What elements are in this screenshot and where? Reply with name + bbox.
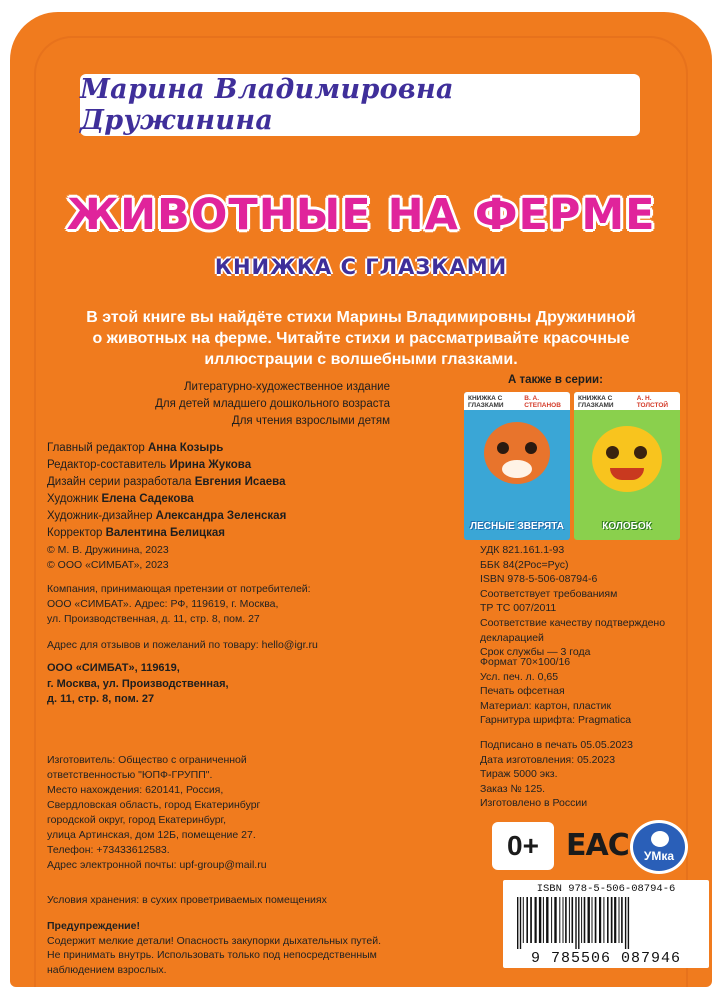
maker-line: Место нахождения: 620141, Россия, bbox=[47, 784, 224, 796]
edition-line: Для чтения взрослыми детям bbox=[231, 415, 390, 427]
publisher-line: д. 11, стр. 8, пом. 27 bbox=[47, 693, 155, 705]
catalog-line: ТР ТС 007/2011 bbox=[480, 602, 557, 615]
credit-row bbox=[47, 508, 467, 525]
barcode-bar bbox=[619, 897, 620, 943]
barcode-bar bbox=[628, 897, 629, 949]
book-subtitle bbox=[10, 255, 712, 279]
catalog-info bbox=[480, 543, 695, 660]
intro-line: иллюстрации с волшебными глазками. bbox=[204, 351, 518, 368]
fox-illustration bbox=[484, 422, 550, 484]
barcode-bar bbox=[614, 897, 616, 943]
copyright-block bbox=[47, 543, 467, 573]
intro-line: о животных на ферме. Читайте стихи и рассматривайте красочные bbox=[92, 330, 630, 347]
maker-line: Адрес электронной почты: upf-group@mail.ru bbox=[47, 859, 267, 871]
print-run-info bbox=[480, 738, 695, 811]
publisher-logo-text: УМка bbox=[643, 849, 675, 863]
barcode-bar bbox=[551, 897, 552, 943]
publisher-address bbox=[47, 661, 467, 708]
publisher-line: г. Москва, ул. Производственная, bbox=[47, 677, 229, 690]
credit-role: Редактор-составитель bbox=[47, 459, 167, 471]
credit-row bbox=[47, 474, 467, 491]
barcode-bar bbox=[588, 897, 590, 943]
barcode-bar bbox=[581, 897, 582, 943]
catalog-line: ББК 84(2Рос=Рус) bbox=[480, 558, 569, 571]
run-line: Подписано в печать 05.05.2023 bbox=[480, 739, 633, 751]
credit-row bbox=[47, 525, 467, 542]
book-title: ЖИВОТНЫЕ НА ФЕРМЕ bbox=[66, 190, 656, 240]
barcode-bar bbox=[578, 897, 579, 949]
barcode-bar bbox=[607, 897, 609, 943]
catalog-line: Срок службы — 3 года bbox=[480, 646, 591, 659]
intro-text bbox=[40, 307, 682, 370]
edition-info bbox=[40, 379, 390, 430]
run-line: Заказ № 125. bbox=[480, 782, 546, 795]
catalog-line: ISBN 978-5-506-08794-6 bbox=[480, 573, 598, 586]
credit-role: Художник bbox=[47, 493, 99, 505]
feedback-address: Адрес для отзывов и пожеланий по товару: hello@igr.ru bbox=[47, 639, 318, 651]
barcode-bar bbox=[621, 897, 623, 943]
subtitle-part2: С ГЛАЗКАМИ bbox=[340, 255, 508, 279]
barcode-bar bbox=[603, 897, 604, 943]
series-books bbox=[464, 392, 684, 540]
barcode-bar bbox=[546, 897, 548, 943]
intro-line: В этой книге вы найдёте стихи Марины Владимировны Дружининой bbox=[86, 309, 636, 326]
book-series: КНИЖКА С ГЛАЗКАМИ bbox=[578, 395, 614, 409]
catalog-line: декларацией bbox=[480, 631, 544, 644]
spec-line: Печать офсетная bbox=[480, 685, 565, 698]
spec-line: Материал: картон, пластик bbox=[480, 699, 612, 712]
credit-name: Валентина Белицкая bbox=[105, 527, 225, 539]
storage-conditions: Условия хранения: в сухих проветриваемых помещениях bbox=[47, 894, 327, 906]
catalog-line: Соответствие качеству подтверждено bbox=[480, 616, 666, 629]
barcode-bar bbox=[530, 897, 532, 943]
barcode-bar bbox=[526, 897, 528, 943]
run-line: Дата изготовления: 05.2023 bbox=[480, 753, 616, 766]
credit-role: Главный редактор bbox=[47, 442, 145, 454]
barcode-bar bbox=[554, 897, 556, 943]
publisher-line: ООО «СИМБАТ», 119619, bbox=[47, 662, 180, 674]
book-cover-title: ЛЕСНЫЕ ЗВЕРЯТА bbox=[470, 521, 564, 532]
company-line: Компания, принимающая претензии от потребителей: bbox=[47, 583, 311, 595]
barcode-bar bbox=[520, 897, 521, 949]
kolobok-illustration bbox=[592, 426, 662, 492]
author-name: Марина Владимировна Дружинина bbox=[80, 74, 454, 136]
credit-role: Художник-дизайнер bbox=[47, 510, 153, 522]
barcode-bar bbox=[543, 897, 544, 943]
certification-marks bbox=[480, 820, 695, 880]
age-rating-badge: 0+ bbox=[492, 822, 554, 870]
series-book-cover bbox=[464, 392, 570, 540]
barcode-bar bbox=[625, 897, 626, 949]
credit-role: Корректор bbox=[47, 527, 103, 539]
run-line: Тираж 5000 экз. bbox=[480, 768, 558, 781]
manufacturer-info bbox=[47, 753, 467, 873]
maker-line: улица Артинская, дом 12Б, помещение 27. bbox=[47, 829, 256, 841]
copyright-line: © М. В. Дружинина, 2023 bbox=[47, 544, 169, 556]
barcode-bar bbox=[559, 897, 560, 943]
barcode-bar bbox=[572, 897, 574, 943]
barcode-bar bbox=[584, 897, 586, 943]
warning-block bbox=[47, 919, 487, 977]
barcode-bar bbox=[565, 897, 567, 943]
company-line: ООО «СИМБАТ». Адрес: РФ, 119619, г. Москва, bbox=[47, 598, 279, 610]
credit-name: Александра Зеленская bbox=[155, 510, 287, 522]
copyright-line: © ООО «СИМБАТ», 2023 bbox=[47, 559, 169, 571]
barcode-bar bbox=[535, 897, 537, 943]
maker-line: Изготовитель: Общество с ограниченной bbox=[47, 754, 247, 766]
barcode-bars bbox=[515, 897, 701, 949]
catalog-line: УДК 821.161.1-93 bbox=[480, 544, 565, 556]
claims-company bbox=[47, 582, 467, 627]
book-author: В. А. СТЕПАНОВ bbox=[524, 395, 561, 409]
barcode-bar bbox=[611, 897, 613, 943]
book-cover-title: КОЛОБОК bbox=[602, 521, 652, 532]
maker-line: Телефон: +73433612583. bbox=[47, 844, 170, 856]
spec-line: Формат 70×100/16 bbox=[480, 656, 571, 668]
maker-line: Свердловская область, город Екатеринбург bbox=[47, 799, 261, 811]
barcode-bar bbox=[569, 897, 570, 943]
publisher-logo bbox=[630, 820, 688, 874]
barcode-bar bbox=[599, 897, 601, 943]
credit-name: Анна Козырь bbox=[147, 442, 224, 454]
barcode-isbn: ISBN 978-5-506-08794-6 bbox=[536, 883, 676, 895]
maker-line: ответственностью "ЮПФ-ГРУПП". bbox=[47, 769, 213, 781]
edition-line: Литературно-художественное издание bbox=[183, 381, 390, 393]
barcode-bar bbox=[595, 897, 597, 943]
print-specs bbox=[480, 655, 695, 728]
catalog-line: Соответствует требованиям bbox=[480, 587, 618, 600]
credit-role: Дизайн серии разработала bbox=[47, 476, 192, 488]
credits-list bbox=[47, 440, 467, 542]
barcode-bar bbox=[563, 897, 564, 943]
barcode bbox=[503, 880, 709, 968]
book-back-cover bbox=[10, 12, 712, 987]
subtitle-part1: КНИЖКА bbox=[214, 255, 333, 279]
credit-name: Евгения Исаева bbox=[194, 476, 286, 488]
book-author: А. Н. ТОЛСТОЙ bbox=[636, 395, 669, 409]
barcode-bar bbox=[592, 897, 593, 943]
barcode-bar bbox=[517, 897, 518, 949]
company-line: ул. Производственная, д. 11, стр. 8, пом. 27 bbox=[47, 613, 260, 625]
author-ribbon bbox=[80, 74, 640, 136]
series-book-cover bbox=[574, 392, 680, 540]
spec-line: Гарнитура шрифта: Pragmatica bbox=[480, 714, 632, 727]
warning-title: Предупреждение! bbox=[47, 920, 140, 932]
barcode-bar bbox=[523, 897, 524, 943]
barcode-bar bbox=[575, 897, 576, 949]
edition-line: Для детей младшего дошкольного возраста bbox=[155, 398, 390, 410]
book-series: КНИЖКА С ГЛАЗКАМИ bbox=[468, 395, 504, 409]
warning-line: Не принимать внутрь. Использовать только под непосредственным bbox=[47, 949, 377, 961]
credit-row bbox=[47, 440, 467, 457]
warning-line: Содержит мелкие детали! Опасность закупорки дыхательных путей. bbox=[47, 934, 381, 947]
book-header bbox=[464, 392, 570, 410]
barcode-number: 9 785506 087946 bbox=[530, 950, 682, 967]
maker-line: городской округ, город Екатеринбург, bbox=[47, 814, 227, 826]
credit-name: Ирина Жукова bbox=[169, 459, 252, 471]
warning-line: наблюдением взрослых. bbox=[47, 963, 167, 976]
credit-row bbox=[47, 491, 467, 508]
spec-line: Усл. печ. л. 0,65 bbox=[480, 670, 559, 683]
credit-row bbox=[47, 457, 467, 474]
credit-name: Елена Садекова bbox=[101, 493, 194, 505]
barcode-bar bbox=[539, 897, 541, 943]
eac-mark: EAC bbox=[566, 828, 629, 863]
book-header bbox=[574, 392, 680, 410]
series-label: А также в серии: bbox=[508, 374, 603, 386]
run-line: Изготовлено в России bbox=[480, 797, 588, 810]
